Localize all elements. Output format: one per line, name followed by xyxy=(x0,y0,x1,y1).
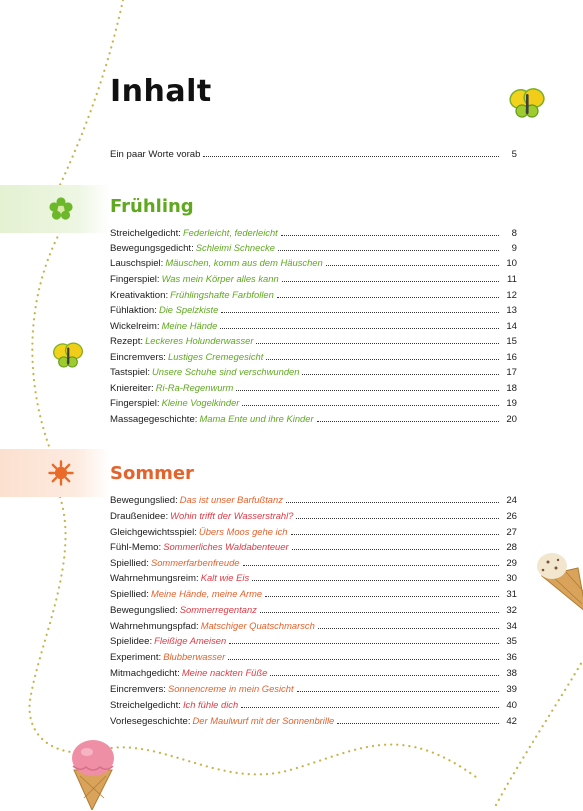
toc-entry[interactable] xyxy=(110,411,517,426)
toc-entry-title: Sommerfarbenfreude xyxy=(150,557,240,568)
toc-entry[interactable] xyxy=(110,681,517,696)
toc-entry[interactable] xyxy=(110,524,517,539)
toc-entry-title: Das ist unser Barfußtanz xyxy=(179,494,283,505)
toc-page-number: 38 xyxy=(506,668,517,679)
toc-entry-title: Die Spelzkiste xyxy=(158,304,219,315)
ice-cream-cone-icon xyxy=(528,546,583,618)
toc-entry-title: Lustiges Cremegesicht xyxy=(167,351,264,362)
leader-dots xyxy=(326,256,499,266)
leader-dots xyxy=(318,619,499,629)
leader-dots xyxy=(291,525,499,535)
toc-entry-intro[interactable] xyxy=(110,147,517,162)
toc-page-number: 20 xyxy=(506,414,517,425)
leader-dots xyxy=(317,412,499,422)
leader-dots xyxy=(266,350,499,360)
toc-entry-label: Kniereiter: xyxy=(110,383,154,394)
leader-dots xyxy=(236,381,499,391)
leader-dots xyxy=(220,319,499,329)
leader-dots xyxy=(260,603,499,613)
leader-dots xyxy=(221,303,499,313)
toc-entry-label: Streichelgedicht: xyxy=(110,228,181,239)
toc-page-number: 28 xyxy=(506,542,517,553)
ice-cream-cone-icon xyxy=(66,736,122,810)
butterfly-icon xyxy=(507,86,547,122)
toc-page-number: 35 xyxy=(506,636,517,647)
section-heading-spring: Frühling xyxy=(110,196,194,217)
toc-entry[interactable] xyxy=(110,271,517,286)
toc-entry-label: Eincremvers: xyxy=(110,684,166,695)
toc-entry[interactable] xyxy=(110,649,517,664)
toc-entry-label: Wickelreim: xyxy=(110,321,160,332)
page-title: Inhalt xyxy=(110,74,212,109)
toc-entry-title: Meine Hände, meine Arme xyxy=(150,588,263,599)
toc-entry[interactable] xyxy=(110,555,517,570)
toc-page-number: 32 xyxy=(506,605,517,616)
toc-page-number: 30 xyxy=(506,573,517,584)
leader-dots xyxy=(278,241,499,251)
toc-entry-label: Tastspiel: xyxy=(110,367,150,378)
leader-dots xyxy=(203,147,499,157)
toc-page-number: 8 xyxy=(511,228,517,239)
toc-entry-label: Fühl-Memo: xyxy=(110,542,162,553)
toc-page-number: 18 xyxy=(506,383,517,394)
toc-entry-label: Draußenidee: xyxy=(110,511,169,522)
toc-entry-title: Federleicht, federleicht xyxy=(182,227,278,238)
toc-entry[interactable] xyxy=(110,697,517,712)
toc-page-number: 24 xyxy=(506,495,517,506)
toc-entry-title: Übers Moos gehe ich xyxy=(198,526,288,537)
toc-entry-title: Meine nackten Füße xyxy=(181,667,268,678)
toc-page-number: 27 xyxy=(506,527,517,538)
leader-dots xyxy=(277,288,499,298)
toc-entry-title: Kalt wie Eis xyxy=(200,572,250,583)
leader-dots xyxy=(337,714,499,724)
toc-entry-label: Wahrnehmungsreim: xyxy=(110,573,199,584)
toc-entry-title: Kleine Vogelkinder xyxy=(161,397,240,408)
leader-dots xyxy=(292,540,499,550)
section-heading-summer: Sommer xyxy=(110,463,194,484)
toc-entry[interactable] xyxy=(110,318,517,333)
toc-page-number: 13 xyxy=(506,305,517,316)
toc-entry[interactable] xyxy=(110,492,517,507)
butterfly-icon xyxy=(51,340,85,372)
toc-entry-title: Unsere Schuhe sind verschwunden xyxy=(152,366,300,377)
toc-entry-title: Der Maulwurf mit der Sonnenbrille xyxy=(192,715,335,726)
toc-entry-title: Matschiger Quatschmarsch xyxy=(200,620,315,631)
toc-entry-title: Leckeres Holunderwasser xyxy=(145,335,254,346)
toc-entry[interactable] xyxy=(110,349,517,364)
toc-page-number: 10 xyxy=(506,258,517,269)
toc-page-number: 42 xyxy=(506,716,517,727)
leader-dots xyxy=(265,587,499,597)
toc-entry-label: Bewegungslied: xyxy=(110,605,178,616)
toc-page-number: 14 xyxy=(506,321,517,332)
toc-page-number: 12 xyxy=(506,290,517,301)
toc-entry-label: Spiellied: xyxy=(110,589,149,600)
flower-icon xyxy=(48,196,74,222)
toc-page-number: 17 xyxy=(506,367,517,378)
toc-entry[interactable] xyxy=(110,380,517,395)
leader-dots xyxy=(281,226,499,236)
toc-entry-label: Fingerspiel: xyxy=(110,398,160,409)
leader-dots xyxy=(256,334,499,344)
leader-dots xyxy=(270,666,499,676)
toc-entry-title: Ich fühle dich xyxy=(182,699,239,710)
toc-entry-label: Spiellied: xyxy=(110,558,149,569)
toc-page-number: 40 xyxy=(506,700,517,711)
toc-entry-label: Fühlaktion: xyxy=(110,305,157,316)
toc-entry[interactable] xyxy=(110,539,517,554)
toc-entry[interactable] xyxy=(110,665,517,680)
toc-page-number: 5 xyxy=(511,149,517,160)
toc-entry[interactable] xyxy=(110,333,517,348)
leader-dots xyxy=(229,634,499,644)
leader-dots xyxy=(228,650,499,660)
leader-dots xyxy=(282,272,499,282)
toc-entry[interactable] xyxy=(110,395,517,410)
toc-entry-label: Eincremvers: xyxy=(110,352,166,363)
sun-icon xyxy=(48,460,74,486)
toc-entry[interactable] xyxy=(110,570,517,585)
toc-entry-label: Streichelgedicht: xyxy=(110,700,181,711)
toc-entry-title: Mäuschen, komm aus dem Häuschen xyxy=(165,257,323,268)
leader-dots xyxy=(242,396,499,406)
toc-entry-label: Kreativaktion: xyxy=(110,290,169,301)
toc-entry[interactable] xyxy=(110,586,517,601)
toc-page-number: 36 xyxy=(506,652,517,663)
toc-entry-title: Sommerliches Waldabenteuer xyxy=(163,541,289,552)
toc-entry[interactable] xyxy=(110,618,517,633)
toc-page-number: 19 xyxy=(506,398,517,409)
toc-entry-label: Mitmachgedicht: xyxy=(110,668,180,679)
leader-dots xyxy=(297,682,499,692)
toc-page-number: 26 xyxy=(506,511,517,522)
toc-entry[interactable] xyxy=(110,255,517,270)
leader-dots xyxy=(286,493,499,503)
toc-entry-label: Lauschspiel: xyxy=(110,258,164,269)
toc-entry-label: Spielidee: xyxy=(110,636,153,647)
leader-dots xyxy=(302,365,499,375)
toc-entry[interactable] xyxy=(110,287,517,302)
toc-entry[interactable] xyxy=(110,364,517,379)
toc-entry-title: Fleißige Ameisen xyxy=(154,635,227,646)
toc-entry-title: Mama Ente und ihre Kinder xyxy=(199,413,314,424)
toc-page-number: 39 xyxy=(506,684,517,695)
toc-entry-label: Rezept: xyxy=(110,336,144,347)
toc-entry-label: Gleichgewichtsspiel: xyxy=(110,527,197,538)
leader-dots xyxy=(296,509,499,519)
toc-page-number: 15 xyxy=(506,336,517,347)
toc-page-number: 34 xyxy=(506,621,517,632)
toc-entry-label: Vorlesegeschichte: xyxy=(110,716,191,727)
toc-entry-title: Frühlingshafte Farbfollen xyxy=(170,289,274,300)
toc-entry[interactable] xyxy=(110,240,517,255)
toc-page-number: 9 xyxy=(511,243,517,254)
toc-entry-title: Sonnencreme in mein Gesicht xyxy=(167,683,294,694)
toc-entry-label: Wahrnehmungspfad: xyxy=(110,621,199,632)
toc-entry-label: Fingerspiel: xyxy=(110,274,160,285)
toc-entry-label: Massagegeschichte: xyxy=(110,414,198,425)
spring-tab xyxy=(0,185,110,233)
toc-entry-title: Ri-Ra-Regenwurm xyxy=(155,382,234,393)
toc-page-number: 11 xyxy=(507,274,517,285)
toc-entry-label: Bewegungsgedicht: xyxy=(110,243,194,254)
toc-entry-title: Meine Hände xyxy=(161,320,218,331)
toc-entry-label: Ein paar Worte vorab xyxy=(110,149,201,160)
summer-tab xyxy=(0,449,110,497)
leader-dots xyxy=(241,698,499,708)
toc-entry-title: Blubberwasser xyxy=(163,651,226,662)
toc-entry-title: Schleimi Schnecke xyxy=(195,242,275,253)
leader-dots xyxy=(243,556,499,566)
toc-entry[interactable] xyxy=(110,302,517,317)
toc-entry-title: Sommerregentanz xyxy=(179,604,257,615)
toc-entry[interactable] xyxy=(110,602,517,617)
toc-entry[interactable] xyxy=(110,508,517,523)
toc-entry[interactable] xyxy=(110,633,517,648)
toc-page-number: 29 xyxy=(506,558,517,569)
toc-entry-label: Bewegungslied: xyxy=(110,495,178,506)
toc-entry[interactable] xyxy=(110,225,517,240)
toc-entry-title: Wohin trifft der Wasserstrahl? xyxy=(170,510,294,521)
toc-entry[interactable] xyxy=(110,713,517,728)
leader-dots xyxy=(252,571,499,581)
toc-entry-label: Experiment: xyxy=(110,652,162,663)
toc-entry-title: Was mein Körper alles kann xyxy=(161,273,279,284)
toc-page-number: 16 xyxy=(506,352,517,363)
toc-page-number: 31 xyxy=(506,589,517,600)
